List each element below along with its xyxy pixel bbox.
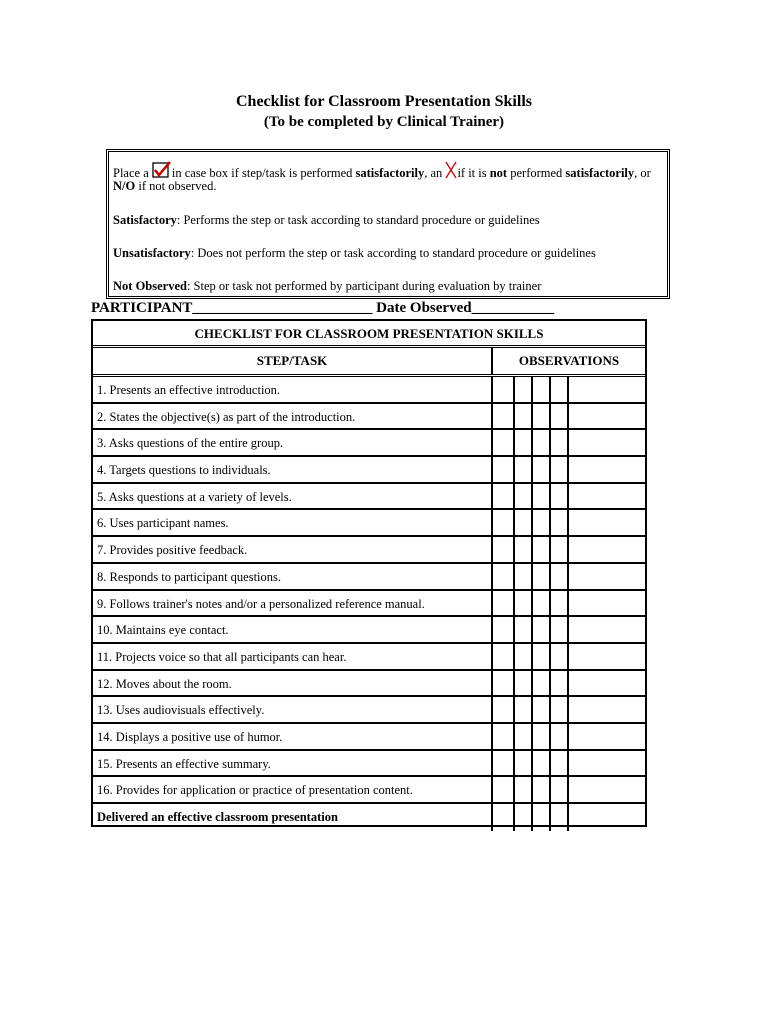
checklist-row [93,484,645,511]
observation-checkbox[interactable] [549,564,567,589]
observation-checkbox[interactable] [513,591,531,616]
task-label: 7. Provides positive feedback. [97,543,248,558]
observation-checkbox[interactable] [549,404,567,429]
checklist-table [91,319,647,827]
observation-checkbox[interactable] [531,777,549,802]
observation-checkbox[interactable] [491,724,511,749]
checklist-row [93,457,645,484]
observation-notes[interactable] [567,617,645,642]
observation-checkbox[interactable] [549,430,567,455]
summary-row [93,804,645,831]
observation-checkbox[interactable] [549,697,567,722]
satisfactory-text: : Performs the step or task according to standard procedure or guidelines [176,213,540,227]
observation-checkbox[interactable] [491,564,511,589]
task-label: 11. Projects voice so that all participants can hear. [97,649,347,664]
not-observed-note: if not observed. [138,179,217,193]
checklist-row [93,510,645,537]
comma-an-text: , an [424,166,443,180]
observation-checkbox[interactable] [513,457,531,482]
observation-checkbox[interactable] [513,697,531,722]
instruction-line-2 [113,179,216,194]
observation-checkbox[interactable] [491,430,511,455]
task-label: 9. Follows trainer's notes and/or a personalized reference manual. [97,596,425,611]
checklist-row [93,430,645,457]
checklist-row [93,644,645,671]
observation-checkbox[interactable] [491,751,511,776]
no-abbrev: N/O [113,179,136,193]
checklist-row [93,537,645,564]
comma-or-text: , or [634,166,651,180]
checklist-row [93,697,645,724]
checklist-heading: CHECKLIST FOR CLASSROOM PRESENTATION SKILLS [93,321,645,348]
observation-checkbox[interactable] [491,671,511,696]
task-label: 6. Uses participant names. [97,516,229,531]
task-label: 2. States the objective(s) as part of the introduction. [97,409,356,424]
checklist-row [93,564,645,591]
performed-text: performed [510,166,563,180]
observation-checkbox[interactable] [513,804,531,831]
task-label: 8. Responds to participant questions. [97,569,282,584]
observation-checkbox[interactable] [531,457,549,482]
observation-checkbox[interactable] [549,510,567,535]
observation-notes[interactable] [567,804,645,831]
unsatisfactory-definition [113,246,596,261]
task-label: 10. Maintains eye contact. [97,623,229,638]
observation-checkbox[interactable] [513,644,531,669]
observation-checkbox[interactable] [491,510,511,535]
observation-checkbox[interactable] [531,430,549,455]
observation-checkbox[interactable] [549,457,567,482]
satisfactory-term: Satisfactory [113,213,177,227]
observation-checkbox[interactable] [491,404,511,429]
step-task-header: STEP/TASK [93,348,493,374]
observation-checkbox[interactable] [531,804,549,831]
observation-checkbox[interactable] [549,537,567,562]
observation-checkbox[interactable] [531,537,549,562]
observation-checkbox[interactable] [549,777,567,802]
observation-notes[interactable] [567,537,645,562]
observation-notes[interactable] [567,777,645,802]
observation-checkbox[interactable] [531,617,549,642]
observation-notes[interactable] [567,404,645,429]
observation-notes[interactable] [567,564,645,589]
unsatisfactory-term: Unsatisfactory [113,246,191,260]
observation-checkbox[interactable] [513,484,531,509]
observation-checkbox[interactable] [531,591,549,616]
page-subtitle: (To be completed by Clinical Trainer) [263,114,505,130]
satisfactorily-text-2: satisfactorily [565,166,635,180]
task-label: 4. Targets questions to individuals. [97,463,271,478]
observation-checkbox[interactable] [491,777,511,802]
observation-checkbox[interactable] [549,617,567,642]
observation-checkbox[interactable] [491,804,511,831]
observation-checkbox[interactable] [531,510,549,535]
observation-checkbox[interactable] [491,484,511,509]
task-label: 3. Asks questions of the entire group. [97,436,284,451]
observation-checkbox[interactable] [513,724,531,749]
observation-checkbox[interactable] [531,564,549,589]
observation-checkbox[interactable] [549,484,567,509]
instructions-box [106,149,670,299]
observation-notes[interactable] [567,644,645,669]
observation-checkbox[interactable] [513,751,531,776]
observation-checkbox[interactable] [513,617,531,642]
observations-header: OBSERVATIONS [518,353,620,368]
observation-checkbox[interactable] [549,644,567,669]
observation-checkbox[interactable] [491,617,511,642]
observation-checkbox[interactable] [531,404,549,429]
observation-checkbox[interactable] [513,777,531,802]
observation-checkbox[interactable] [513,430,531,455]
task-label: 16. Provides for application or practice of presentation content. [97,783,413,798]
observation-checkbox[interactable] [491,644,511,669]
observation-checkbox[interactable] [549,671,567,696]
observation-checkbox[interactable] [531,377,549,402]
task-label: 1. Presents an effective introduction. [97,383,281,397]
observation-checkbox[interactable] [531,484,549,509]
observation-notes[interactable] [567,671,645,696]
observation-checkbox[interactable] [531,751,549,776]
checklist-row [93,617,645,644]
observation-notes[interactable] [567,751,645,776]
observation-checkbox[interactable] [549,724,567,749]
observation-checkbox[interactable] [531,697,549,722]
if-it-is-text: if it is [457,166,487,180]
task-label: 15. Presents an effective summary. [97,756,271,771]
observation-checkbox[interactable] [549,804,567,831]
in-case-box-text: in case box if step/task is performed [171,166,353,180]
task-label: 13. Uses audiovisuals effectively. [97,703,265,718]
x-mark-icon [445,161,457,183]
checklist-row [93,777,645,804]
checklist-rows [93,377,645,831]
not-observed-definition [113,279,541,294]
observation-notes[interactable] [567,457,645,482]
observation-checkbox[interactable] [549,377,567,402]
unsatisfactory-text: : Does not perform the step or task according to standard procedure or guidelines [190,246,596,260]
task-label: 14. Displays a positive use of humor. [97,729,283,744]
observation-notes[interactable] [567,430,645,455]
observation-checkbox[interactable] [491,697,511,722]
page-title: Checklist for Classroom Presentation Skills [235,93,532,110]
observation-checkbox[interactable] [513,537,531,562]
observation-notes[interactable] [567,724,645,749]
checklist-row [93,591,645,618]
observation-checkbox[interactable] [491,457,511,482]
observation-checkbox[interactable] [513,671,531,696]
observation-checkbox[interactable] [513,564,531,589]
checklist-row [93,377,645,404]
not-observed-term: Not Observed [113,279,187,293]
checklist-row [93,724,645,751]
checklist-row [93,751,645,778]
observation-checkbox[interactable] [513,377,531,402]
column-headers [93,348,645,377]
checklist-row [93,671,645,698]
participant-date-line[interactable]: PARTICIPANT________________________ Date Observed___________ [91,300,555,316]
observation-checkbox[interactable] [549,751,567,776]
observation-checkbox[interactable] [549,591,567,616]
observation-notes[interactable] [567,591,645,616]
task-label: 5. Asks questions at a variety of levels. [97,489,292,504]
observation-checkbox[interactable] [531,644,549,669]
observation-notes[interactable] [567,510,645,535]
observation-notes[interactable] [567,697,645,722]
task-label: 12. Moves about the room. [97,676,232,691]
place-a-text: Place a [113,166,149,180]
observation-checkbox[interactable] [491,377,511,402]
observation-notes[interactable] [567,377,645,402]
checklist-row [93,404,645,431]
observation-checkbox[interactable] [513,510,531,535]
observation-checkbox[interactable] [531,671,549,696]
not-text: not [489,166,508,180]
observation-checkbox[interactable] [513,404,531,429]
not-observed-text: : Step or task not performed by participant during evaluation by trainer [186,279,542,293]
observation-checkbox[interactable] [531,724,549,749]
satisfactorily-text: satisfactorily [355,166,425,180]
observation-checkbox[interactable] [491,537,511,562]
observation-notes[interactable] [567,484,645,509]
summary-label: Delivered an effective classroom presentation [97,810,338,824]
observation-checkbox[interactable] [491,591,511,616]
satisfactory-definition [113,213,540,228]
